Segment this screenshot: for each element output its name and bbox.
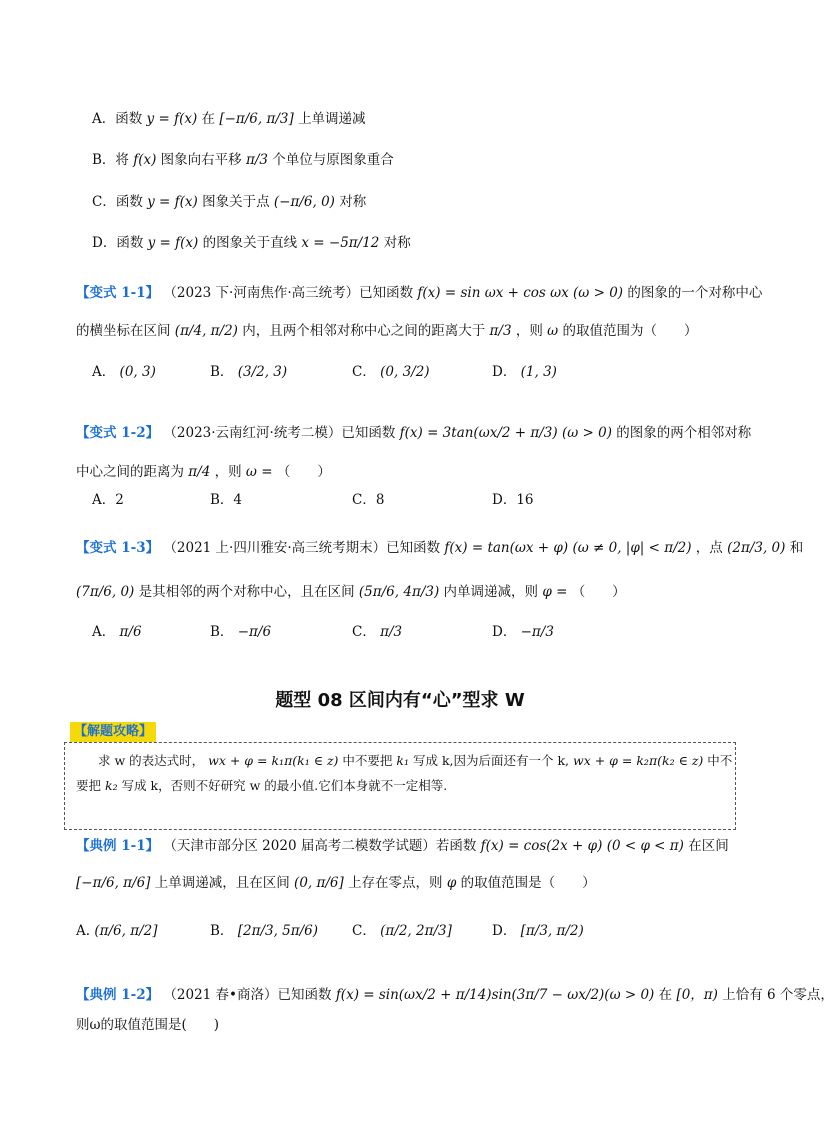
strategy-line1: 求 w 的表达式时， wx + φ = k₁π(k₁ ∈ z) 中不要把 k₁ 写成 k,因为后面还有一个 k, wx + φ = k₂π(k₂ ∈ z) 中不 <box>98 753 733 768</box>
example-1-1-line2: [−π/6, π/6] 上单调递减，且在区间 (0, π/6] 上存在零点，则 φ 的取值范围是（ ） <box>76 875 596 891</box>
option-b: B．将 f(x) 图象向右平移 π/3 个单位与原图象重合 <box>92 152 394 168</box>
section-title: 题型 08 区间内有“心”型求 W <box>275 690 525 711</box>
variant-1-2-choice-c: C．8 <box>352 492 385 508</box>
variant-1-2-choice-b: B．4 <box>210 492 243 508</box>
variant-1-3-choice-d: D． −π/3 <box>492 624 554 640</box>
strategy-line2: 要把 k₂ 写成 k，否则不好研究 w 的最小值.它们本身就不一定相等. <box>76 778 448 793</box>
example-1-1-choice-b: B． [2π/3, 5π/6) <box>210 923 319 939</box>
example-1-1-line1: 【典例 1-1】 （天津市部分区 2020 届高考二模数学试题）若函数 f(x) = cos(2x + φ) (0 < φ < π) 在区间 <box>76 838 729 854</box>
variant-1-3-choice-a: A． π/6 <box>92 624 142 640</box>
variant-1-1-choice-c: C． (0, 3/2) <box>352 364 430 380</box>
variant-1-3-choice-b: B． −π/6 <box>210 624 272 640</box>
variant-1-1-choice-b: B． (3/2, 3) <box>210 364 288 380</box>
variant-tag: 【变式 1-1】 <box>76 285 160 301</box>
example-1-2-line1: 【典例 1-2】 （2021 春•商洛）已知函数 f(x) = sin(ωx/2 + π/14)sin(3π/7 − ωx/2)(ω > 0) 在 [0，π) 上恰有 6 个零点， <box>76 987 834 1003</box>
variant-1-2-line2: 中心之间的距离为 π/4 ，则 ω = （ ） <box>76 464 331 480</box>
example-1-1-choice-c: C． (π/2, 2π/3] <box>352 923 452 939</box>
variant-1-3-line2: (7π/6, 0) 是其相邻的两个对称中心，且在区间 (5π/6, 4π/3) 内单调递减，则 φ = （ ） <box>76 584 626 600</box>
variant-1-2-line1: 【变式 1-2】 （2023·云南红河·统考二模）已知函数 f(x) = 3tan(ωx/2 + π/3) (ω > 0) 的图象的两个相邻对称 <box>76 425 752 441</box>
variant-1-1-line2: 的横坐标在区间 (π/4, π/2) 内，且两个相邻对称中心之间的距离大于 π/3 ，则 ω 的取值范围为（ ） <box>76 323 698 339</box>
variant-1-1-choice-d: D． (1, 3) <box>492 364 557 380</box>
variant-1-2-choice-d: D．16 <box>492 492 534 508</box>
option-c: C．函数 y = f(x) 图象关于点 (−π/6, 0) 对称 <box>92 194 367 210</box>
variant-1-1-line1: 【变式 1-1】 （2023 下·河南焦作·高三统考）已知函数 f(x) = sin ωx + cos ωx (ω > 0) 的图象的一个对称中心 <box>76 285 763 301</box>
example-tag: 【典例 1-1】 <box>76 838 160 854</box>
variant-1-3-choice-c: C． π/3 <box>352 624 403 640</box>
example-1-2-line2: 则ω的取值范围是( ) <box>76 1017 220 1033</box>
option-a: A．函数 y = f(x) 在 [−π/6, π/3] 上单调递减 <box>92 111 366 127</box>
option-d: D．函数 y = f(x) 的图象关于直线 x = −5π/12 对称 <box>92 235 411 251</box>
example-tag: 【典例 1-2】 <box>76 987 160 1003</box>
strategy-tag: 【解题攻略】 <box>70 722 156 742</box>
variant-1-2-choice-a: A．2 <box>92 492 124 508</box>
variant-tag: 【变式 1-2】 <box>76 425 160 441</box>
variant-1-1-choice-a: A． (0, 3) <box>92 364 156 380</box>
example-1-1-choice-d: D． [π/3, π/2) <box>492 923 584 939</box>
variant-tag: 【变式 1-3】 <box>76 540 160 556</box>
variant-1-3-line1: 【变式 1-3】 （2021 上·四川雅安·高三统考期末）已知函数 f(x) = tan(ωx + φ) (ω ≠ 0, |φ| < π/2) ，点 (2π/3, 0) 和 <box>76 540 804 556</box>
example-1-1-choice-a: A. (π/6, π/2] <box>76 923 158 939</box>
